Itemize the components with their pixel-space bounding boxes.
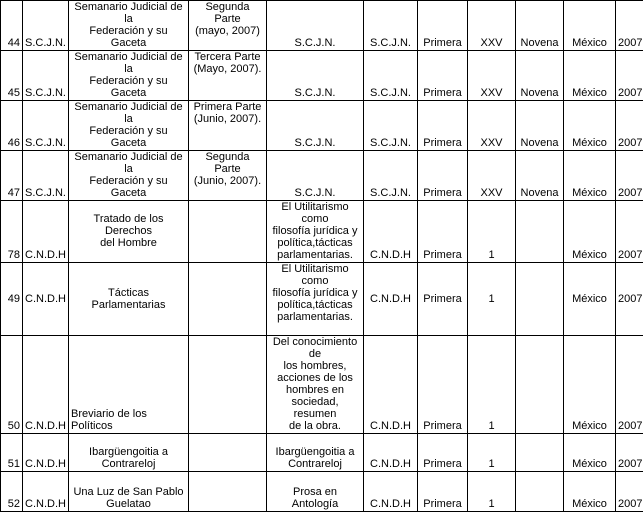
table-row	[1, 1, 643, 51]
subject-cell: S.C.J.N.	[267, 151, 364, 201]
country-cell: México	[564, 51, 616, 101]
epoch-cell: Novena	[516, 151, 564, 201]
table-row	[1, 336, 643, 434]
volume-cell: 1	[468, 472, 516, 512]
publication-cell: Ibargüengoitia a Contrareloj	[69, 434, 189, 472]
volume-cell: XXV	[468, 1, 516, 51]
publisher-cell: S.C.J.N.	[364, 101, 418, 151]
row-number: 78	[1, 201, 23, 263]
edition-cell: Primera	[418, 201, 468, 263]
country-cell: México	[564, 472, 616, 512]
volume-cell: 1	[468, 263, 516, 336]
row-number: 51	[1, 434, 23, 472]
row-number: 49	[1, 263, 23, 336]
subject-cell: El Utilitarismo como filosofía jurídica y política,tácticas parlamentarias.	[267, 263, 364, 336]
epoch-cell	[516, 263, 564, 336]
organization-cell: S.C.J.N.	[23, 151, 69, 201]
epoch-cell	[516, 434, 564, 472]
year-cell: 2007	[616, 472, 643, 512]
country-cell: México	[564, 263, 616, 336]
volume-cell: XXV	[468, 101, 516, 151]
publisher-cell: C.N.D.H	[364, 201, 418, 263]
publisher-cell: C.N.D.H	[364, 263, 418, 336]
part-cell: Tercera Parte (Mayo, 2007).	[189, 51, 267, 101]
epoch-cell	[516, 336, 564, 434]
part-cell: Segunda Parte (mayo, 2007)	[189, 1, 267, 51]
table-row	[1, 434, 643, 472]
year-cell: 2007	[616, 263, 643, 336]
year-cell: 2007	[616, 51, 643, 101]
part-cell	[189, 472, 267, 512]
part-cell	[189, 434, 267, 472]
year-cell: 2007	[616, 101, 643, 151]
volume-cell: 1	[468, 336, 516, 434]
edition-cell: Primera	[418, 336, 468, 434]
publisher-cell: C.N.D.H	[364, 336, 418, 434]
organization-cell: C.N.D.H	[23, 263, 69, 336]
publisher-cell: S.C.J.N.	[364, 151, 418, 201]
year-cell: 2007	[616, 201, 643, 263]
organization-cell: C.N.D.H	[23, 434, 69, 472]
edition-cell: Primera	[418, 51, 468, 101]
part-cell	[189, 201, 267, 263]
edition-cell: Primera	[418, 434, 468, 472]
country-cell: México	[564, 1, 616, 51]
organization-cell: S.C.J.N.	[23, 101, 69, 151]
part-cell	[189, 336, 267, 434]
epoch-cell	[516, 201, 564, 263]
epoch-cell: Novena	[516, 1, 564, 51]
publication-cell: Tácticas Parlamentarias	[69, 263, 189, 336]
country-cell: México	[564, 101, 616, 151]
edition-cell: Primera	[418, 151, 468, 201]
epoch-cell: Novena	[516, 51, 564, 101]
country-cell: México	[564, 434, 616, 472]
table-row	[1, 51, 643, 101]
subject-cell: S.C.J.N.	[267, 101, 364, 151]
subject-cell: Prosa en Antología	[267, 472, 364, 512]
subject-cell: S.C.J.N.	[267, 51, 364, 101]
part-cell: Segunda Parte (Junio, 2007).	[189, 151, 267, 201]
year-cell: 2007	[616, 1, 643, 51]
part-cell: Primera Parte (Junio, 2007).	[189, 101, 267, 151]
volume-cell: 1	[468, 201, 516, 263]
country-cell: México	[564, 201, 616, 263]
epoch-cell: Novena	[516, 101, 564, 151]
organization-cell: C.N.D.H	[23, 201, 69, 263]
organization-cell: S.C.J.N.	[23, 1, 69, 51]
publisher-cell: C.N.D.H	[364, 472, 418, 512]
table-row	[1, 201, 643, 263]
volume-cell: XXV	[468, 51, 516, 101]
year-cell: 2007	[616, 434, 643, 472]
volume-cell: XXV	[468, 151, 516, 201]
publication-cell: Semanario Judicial de la Federación y su Gaceta	[69, 51, 189, 101]
subject-cell: Del conocimiento de los hombres, acciones de los hombres en sociedad, resumen de la obra.	[267, 336, 364, 434]
country-cell: México	[564, 151, 616, 201]
table-row	[1, 472, 643, 512]
edition-cell: Primera	[418, 101, 468, 151]
organization-cell: C.N.D.H	[23, 336, 69, 434]
publisher-cell: S.C.J.N.	[364, 1, 418, 51]
row-number: 47	[1, 151, 23, 201]
edition-cell: Primera	[418, 1, 468, 51]
edition-cell: Primera	[418, 263, 468, 336]
table-row	[1, 101, 643, 151]
subject-cell: S.C.J.N.	[267, 1, 364, 51]
country-cell: México	[564, 336, 616, 434]
row-number: 52	[1, 472, 23, 512]
publication-cell: Semanario Judicial de la Federación y su Gaceta	[69, 101, 189, 151]
publisher-cell: S.C.J.N.	[364, 51, 418, 101]
table-row	[1, 263, 643, 336]
subject-cell: Ibargüengoitia a Contrareloj	[267, 434, 364, 472]
subject-cell: El Utilitarismo como filosofía jurídica y política,tácticas parlamentarias.	[267, 201, 364, 263]
publication-cell: Breviario de los Políticos	[69, 336, 189, 434]
edition-cell: Primera	[418, 472, 468, 512]
publisher-cell: C.N.D.H	[364, 434, 418, 472]
year-cell: 2007	[616, 151, 643, 201]
organization-cell: S.C.J.N.	[23, 51, 69, 101]
organization-cell: C.N.D.H	[23, 472, 69, 512]
row-number: 44	[1, 1, 23, 51]
part-cell	[189, 263, 267, 336]
row-number: 46	[1, 101, 23, 151]
table-row	[1, 151, 643, 201]
epoch-cell	[516, 472, 564, 512]
volume-cell: 1	[468, 434, 516, 472]
publication-cell: Una Luz de San Pablo Guelatao	[69, 472, 189, 512]
publication-cell: Semanario Judicial de la Federación y su Gaceta	[69, 1, 189, 51]
year-cell: 2007	[616, 336, 643, 434]
publication-cell: Tratado de los Derechos del Hombre	[69, 201, 189, 263]
row-number: 45	[1, 51, 23, 101]
row-number: 50	[1, 336, 23, 434]
publication-cell: Semanario Judicial de la Federación y su Gaceta	[69, 151, 189, 201]
